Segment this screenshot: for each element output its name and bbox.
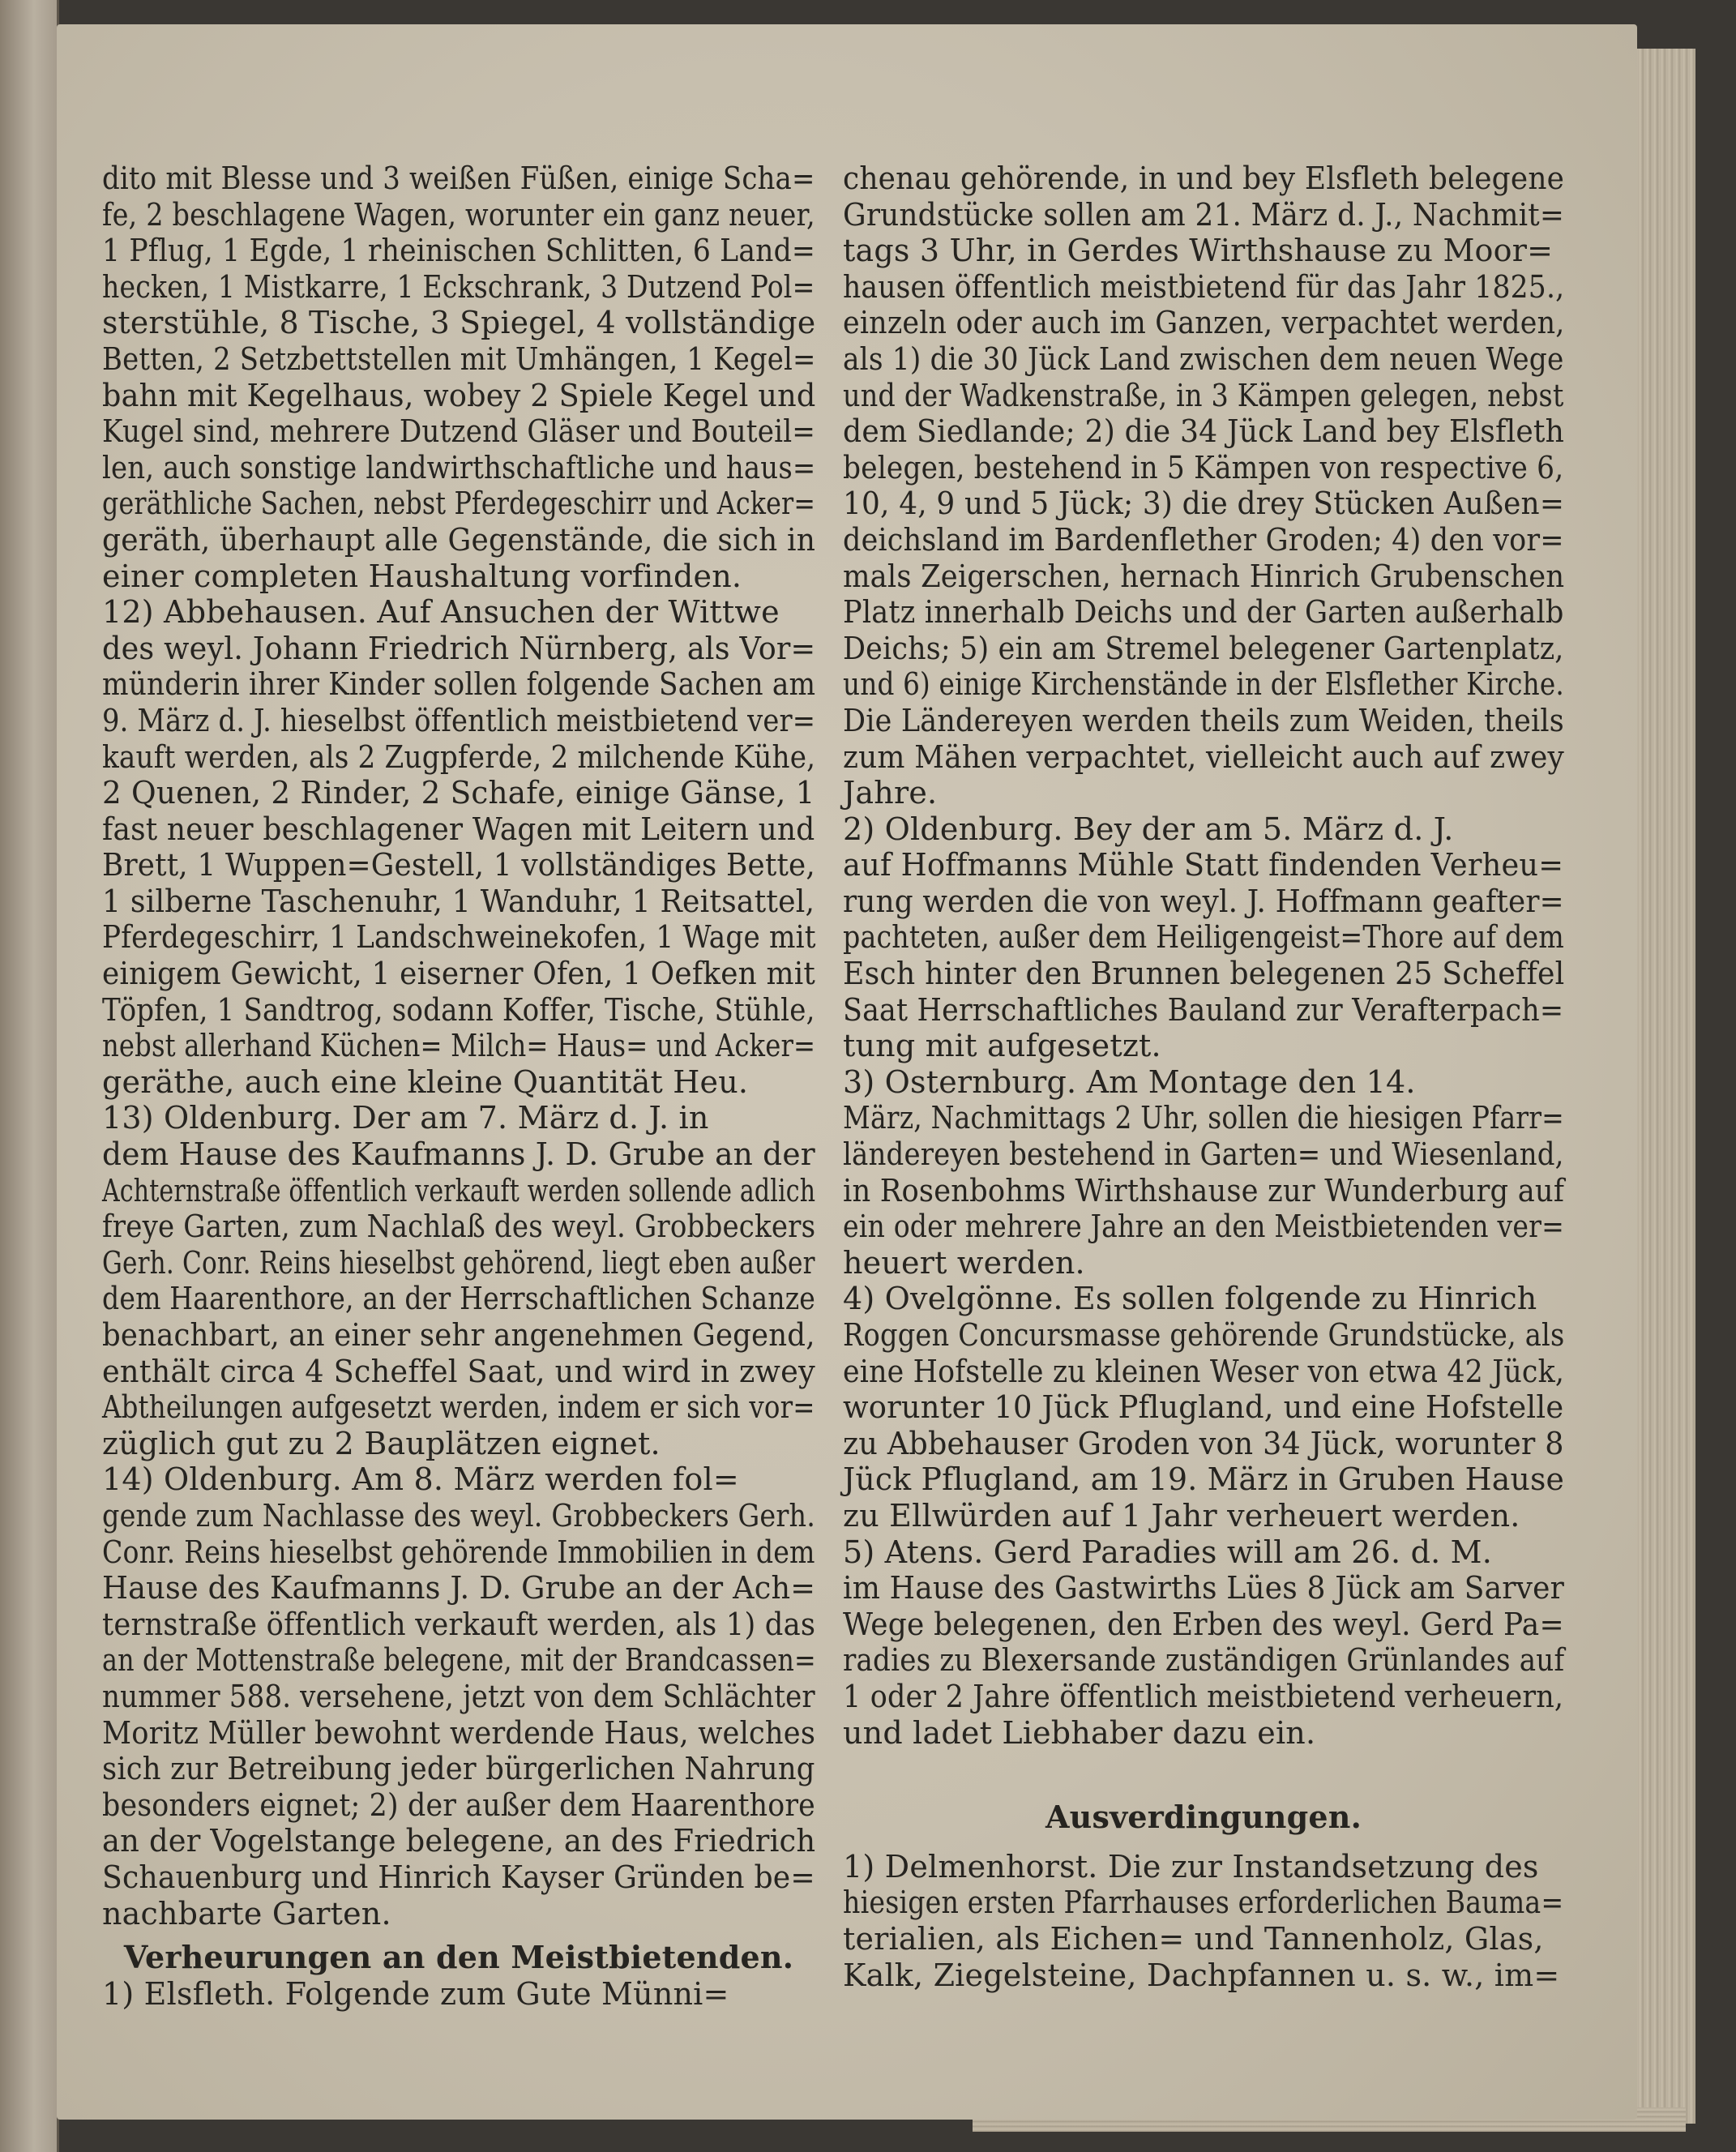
text-line: mals Zeigerschen, hernach Hinrich Grubenschen [843,558,1565,594]
text-line: 1) Elsfleth. Folgende zum Gute Münni= [102,1975,729,2012]
book-spine-left [0,0,59,2152]
text-line: benachbart, an einer sehr angenehmen Gegend, [102,1317,815,1353]
text-line: einigem Gewicht, 1 eiserner Ofen, 1 Oefken mit [102,956,815,992]
text-line: 5) Atens. Gerd Paradies will am 26. d. M. [843,1534,1493,1570]
text-line: ländereyen bestehend in Garten= und Wiesenland, [843,1136,1564,1173]
text-line: 2 Quenen, 2 Rinder, 2 Schafe, einige Gänse, 1 [102,775,815,811]
text-line: nummer 588. versehene, jetzt von dem Schlächter [102,1678,815,1714]
text-line: sich zur Betreibung jeder bürgerlichen Nahrung [102,1751,815,1787]
text-line: Conr. Reins hieselbst gehörende Immobilien in dem [102,1534,815,1570]
text-line: chenau gehörende, in und bey Elsfleth belegene [843,160,1565,196]
text-line: an der Mottenstraße belegene, mit der Brandcassen= [102,1642,816,1679]
text-line: geräth, überhaupt alle Gegenstände, die sich in [102,521,816,558]
text-line: pachteten, außer dem Heiligengeist=Thore auf dem [843,919,1565,956]
text-line: zum Mähen verpachtet, vielleicht auch auf zwey [843,738,1565,775]
text-line: Platz innerhalb Deichs und der Garten außerhalb [843,594,1564,631]
text-line: zu Ellwürden auf 1 Jahr verheuert werden. [843,1497,1520,1534]
text-line: münderin ihrer Kinder sollen folgende Sachen am [102,666,816,703]
text-line: Abtheilungen aufgesetzt werden, indem er sich vor= [102,1389,815,1426]
text-line: des weyl. Johann Friedrich Nürnberg, als Vor= [102,630,816,666]
text-line: Betten, 2 Setzbettstellen mit Umhängen, 1 Kegel= [102,340,816,377]
text-line: deichsland im Bardenflether Groden; 4) den vor= [843,521,1564,558]
text-line: als 1) die 30 Jück Land zwischen dem neuen Wege [843,340,1564,377]
text-line: fe, 2 beschlagene Wagen, worunter ein ganz neuer, [102,196,815,233]
text-line: in Rosenbohms Wirthshause zur Wunderburg auf [843,1172,1565,1209]
text-line: Moritz Müller bewohnt werdende Haus, welches [102,1714,816,1751]
text-line: im Hause des Gastwirths Lües 8 Jück am Sarver [843,1570,1565,1607]
section-heading: Verheurungen an den Meistbietenden. [123,1939,794,1976]
text-line: Gerh. Conr. Reins hieselbst gehörend, liegt eben außer [102,1244,815,1281]
text-line: belegen, bestehend in 5 Kämpen von respective 6, [843,449,1564,486]
text-line: 9. März d. J. hieselbst öffentlich meistbietend ver= [102,702,816,738]
text-line: März, Nachmittags 2 Uhr, sollen die hiesigen Pfarr= [843,1100,1564,1136]
text-line: auf Hoffmanns Mühle Statt findenden Verheu= [843,847,1564,883]
document-page [57,24,1637,2120]
text-line: und 6) einige Kirchenstände in der Elsflether Kirche. [843,666,1564,703]
left-column [102,160,815,2012]
text-line: radies zu Blexersande zuständigen Grünlandes auf [843,1642,1565,1679]
text-line: an der Vogelstange belegene, an des Friedrich [102,1823,816,1859]
text-line: enthält circa 4 Scheffel Saat, und wird in zwey [102,1353,815,1389]
text-line: gende zum Nachlasse des weyl. Grobbeckers Gerh. [102,1497,816,1534]
text-line: 1 silberne Taschenuhr, 1 Wanduhr, 1 Reitsattel, [102,883,815,919]
text-line: Roggen Concursmasse gehörende Grundstücke, als [843,1317,1565,1353]
text-line: hiesigen ersten Pfarrhauses erforderlichen Bauma= [843,1885,1564,1921]
text-line: Schauenburg und Hinrich Kayser Gründen be= [102,1859,815,1895]
text-line: zu Abbehauser Groden von 34 Jück, worunter 8 [843,1425,1564,1461]
text-line: 12) Abbehausen. Auf Ansuchen der Wittwe [102,594,780,631]
text-line: Brett, 1 Wuppen=Gestell, 1 vollständiges Bette, [102,847,815,883]
text-line: Töpfen, 1 Sandtrog, sodann Koffer, Tische, Stühle, [102,991,815,1028]
text-line: besonders eignet; 2) der außer dem Haarenthore [102,1786,815,1823]
text-line: Hause des Kaufmanns J. D. Grube an der Ach= [102,1570,816,1607]
text-line: einer completen Haushaltung vorfinden. [102,558,742,594]
text-line: terialien, als Eichen= und Tannenholz, Glas, [843,1920,1544,1957]
text-line: 13) Oldenburg. Der am 7. März d. J. in [102,1100,709,1136]
text-line: heuert werden. [843,1244,1085,1281]
text-line: und ladet Liebhaber dazu ein. [843,1714,1316,1751]
text-line: dem Siedlande; 2) die 34 Jück Land bey Elsfleth [843,413,1565,450]
text-line: freye Garten, zum Nachlaß des weyl. Grobbeckers [102,1209,816,1245]
text-line: Esch hinter den Brunnen belegenen 25 Scheffel [843,956,1565,992]
text-line: Wege belegenen, den Erben des weyl. Gerd Pa= [843,1606,1564,1642]
section-heading: Ausverdingungen. [1045,1799,1362,1836]
text-line: len, auch sonstige landwirthschaftliche und haus= [102,449,816,486]
text-line: Die Ländereyen werden theils zum Weiden, theils [843,702,1564,738]
text-line: dem Hause des Kaufmanns J. D. Grube an der [102,1136,815,1173]
text-line: züglich gut zu 2 Bauplätzen eignet. [102,1425,661,1461]
text-line: 1) Delmenhorst. Die zur Instandsetzung des [843,1848,1539,1885]
text-line: ternstraße öffentlich verkauft werden, als 1) das [102,1606,816,1642]
text-line: Pferdegeschirr, 1 Landschweinekofen, 1 Wage mit [102,919,816,956]
text-line: dito mit Blesse und 3 weißen Füßen, einige Scha= [102,160,815,196]
text-line: 2) Oldenburg. Bey der am 5. März d. J. [843,811,1454,847]
text-line: worunter 10 Jück Pflugland, und eine Hofstelle [843,1389,1564,1426]
text-line: dem Haarenthore, an der Herrschaftlichen Schanze [102,1281,816,1317]
text-line: geräthliche Sachen, nebst Pferdegeschirr und Acker= [102,486,816,522]
text-line: sterstühle, 8 Tische, 3 Spiegel, 4 vollständige [102,305,816,341]
text-line: Jück Pflugland, am 19. März in Gruben Hause [843,1461,1565,1498]
text-line: Jahre. [843,775,938,811]
text-line: eine Hofstelle zu kleinen Weser von etwa 42 Jück, [843,1353,1565,1389]
text-line: tags 3 Uhr, in Gerdes Wirthshause zu Moor= [843,233,1554,269]
text-line: Kugel sind, mehrere Dutzend Gläser und Bouteil= [102,413,816,450]
text-line: 1 oder 2 Jahre öffentlich meistbietend verheuern, [843,1678,1564,1714]
text-line: Saat Herrschaftliches Bauland zur Verafterpach= [843,991,1564,1028]
text-line: Grundstücke sollen am 21. März d. J., Nachmit= [843,196,1565,233]
text-line: 14) Oldenburg. Am 8. März werden fol= [102,1461,739,1498]
text-line: geräthe, auch eine kleine Quantität Heu. [102,1063,749,1100]
text-line: hecken, 1 Mistkarre, 1 Eckschrank, 3 Dutzend Pol= [102,268,815,305]
text-line: fast neuer beschlagener Wagen mit Leitern und [102,811,815,847]
right-column [843,160,1564,1993]
text-line: kauft werden, als 2 Zugpferde, 2 milchende Kühe, [102,738,816,775]
text-line: tung mit aufgesetzt. [843,1028,1161,1064]
text-line: nebst allerhand Küchen= Milch= Haus= und Acker= [102,1028,816,1064]
spacer [843,1836,1564,1849]
text-line: Deichs; 5) ein am Stremel belegener Gartenplatz, [843,630,1564,666]
text-line: 4) Ovelgönne. Es sollen folgende zu Hinrich [843,1281,1537,1317]
text-line: rung werden die von weyl. J. Hoffmann geafter= [843,883,1564,919]
text-line: Achternstraße öffentlich verkauft werden sollende adlich [102,1172,816,1209]
text-line: 10, 4, 9 und 5 Jück; 3) die drey Stücken Außen= [843,486,1565,522]
spacer [843,1751,1564,1799]
text-line: 1 Pflug, 1 Egde, 1 rheinischen Schlitten, 6 Land= [102,233,816,269]
text-line: Kalk, Ziegelsteine, Dachpfannen u. s. w., im= [843,1957,1560,1993]
page-edges-right [1629,49,1695,2124]
text-line: nachbarte Garten. [102,1895,391,1932]
text-line: hausen öffentlich meistbietend für das Jahr 1825., [843,268,1565,305]
text-line: bahn mit Kegelhaus, wobey 2 Spiele Kegel und [102,377,816,413]
text-line: ein oder mehrere Jahre an den Meistbietenden ver= [843,1209,1565,1245]
text-line: und der Wadkenstraße, in 3 Kämpen gelegen, nebst [843,377,1564,413]
text-line: einzeln oder auch im Ganzen, verpachtet werden, [843,305,1565,341]
text-line: 3) Osternburg. Am Montage den 14. [843,1063,1416,1100]
